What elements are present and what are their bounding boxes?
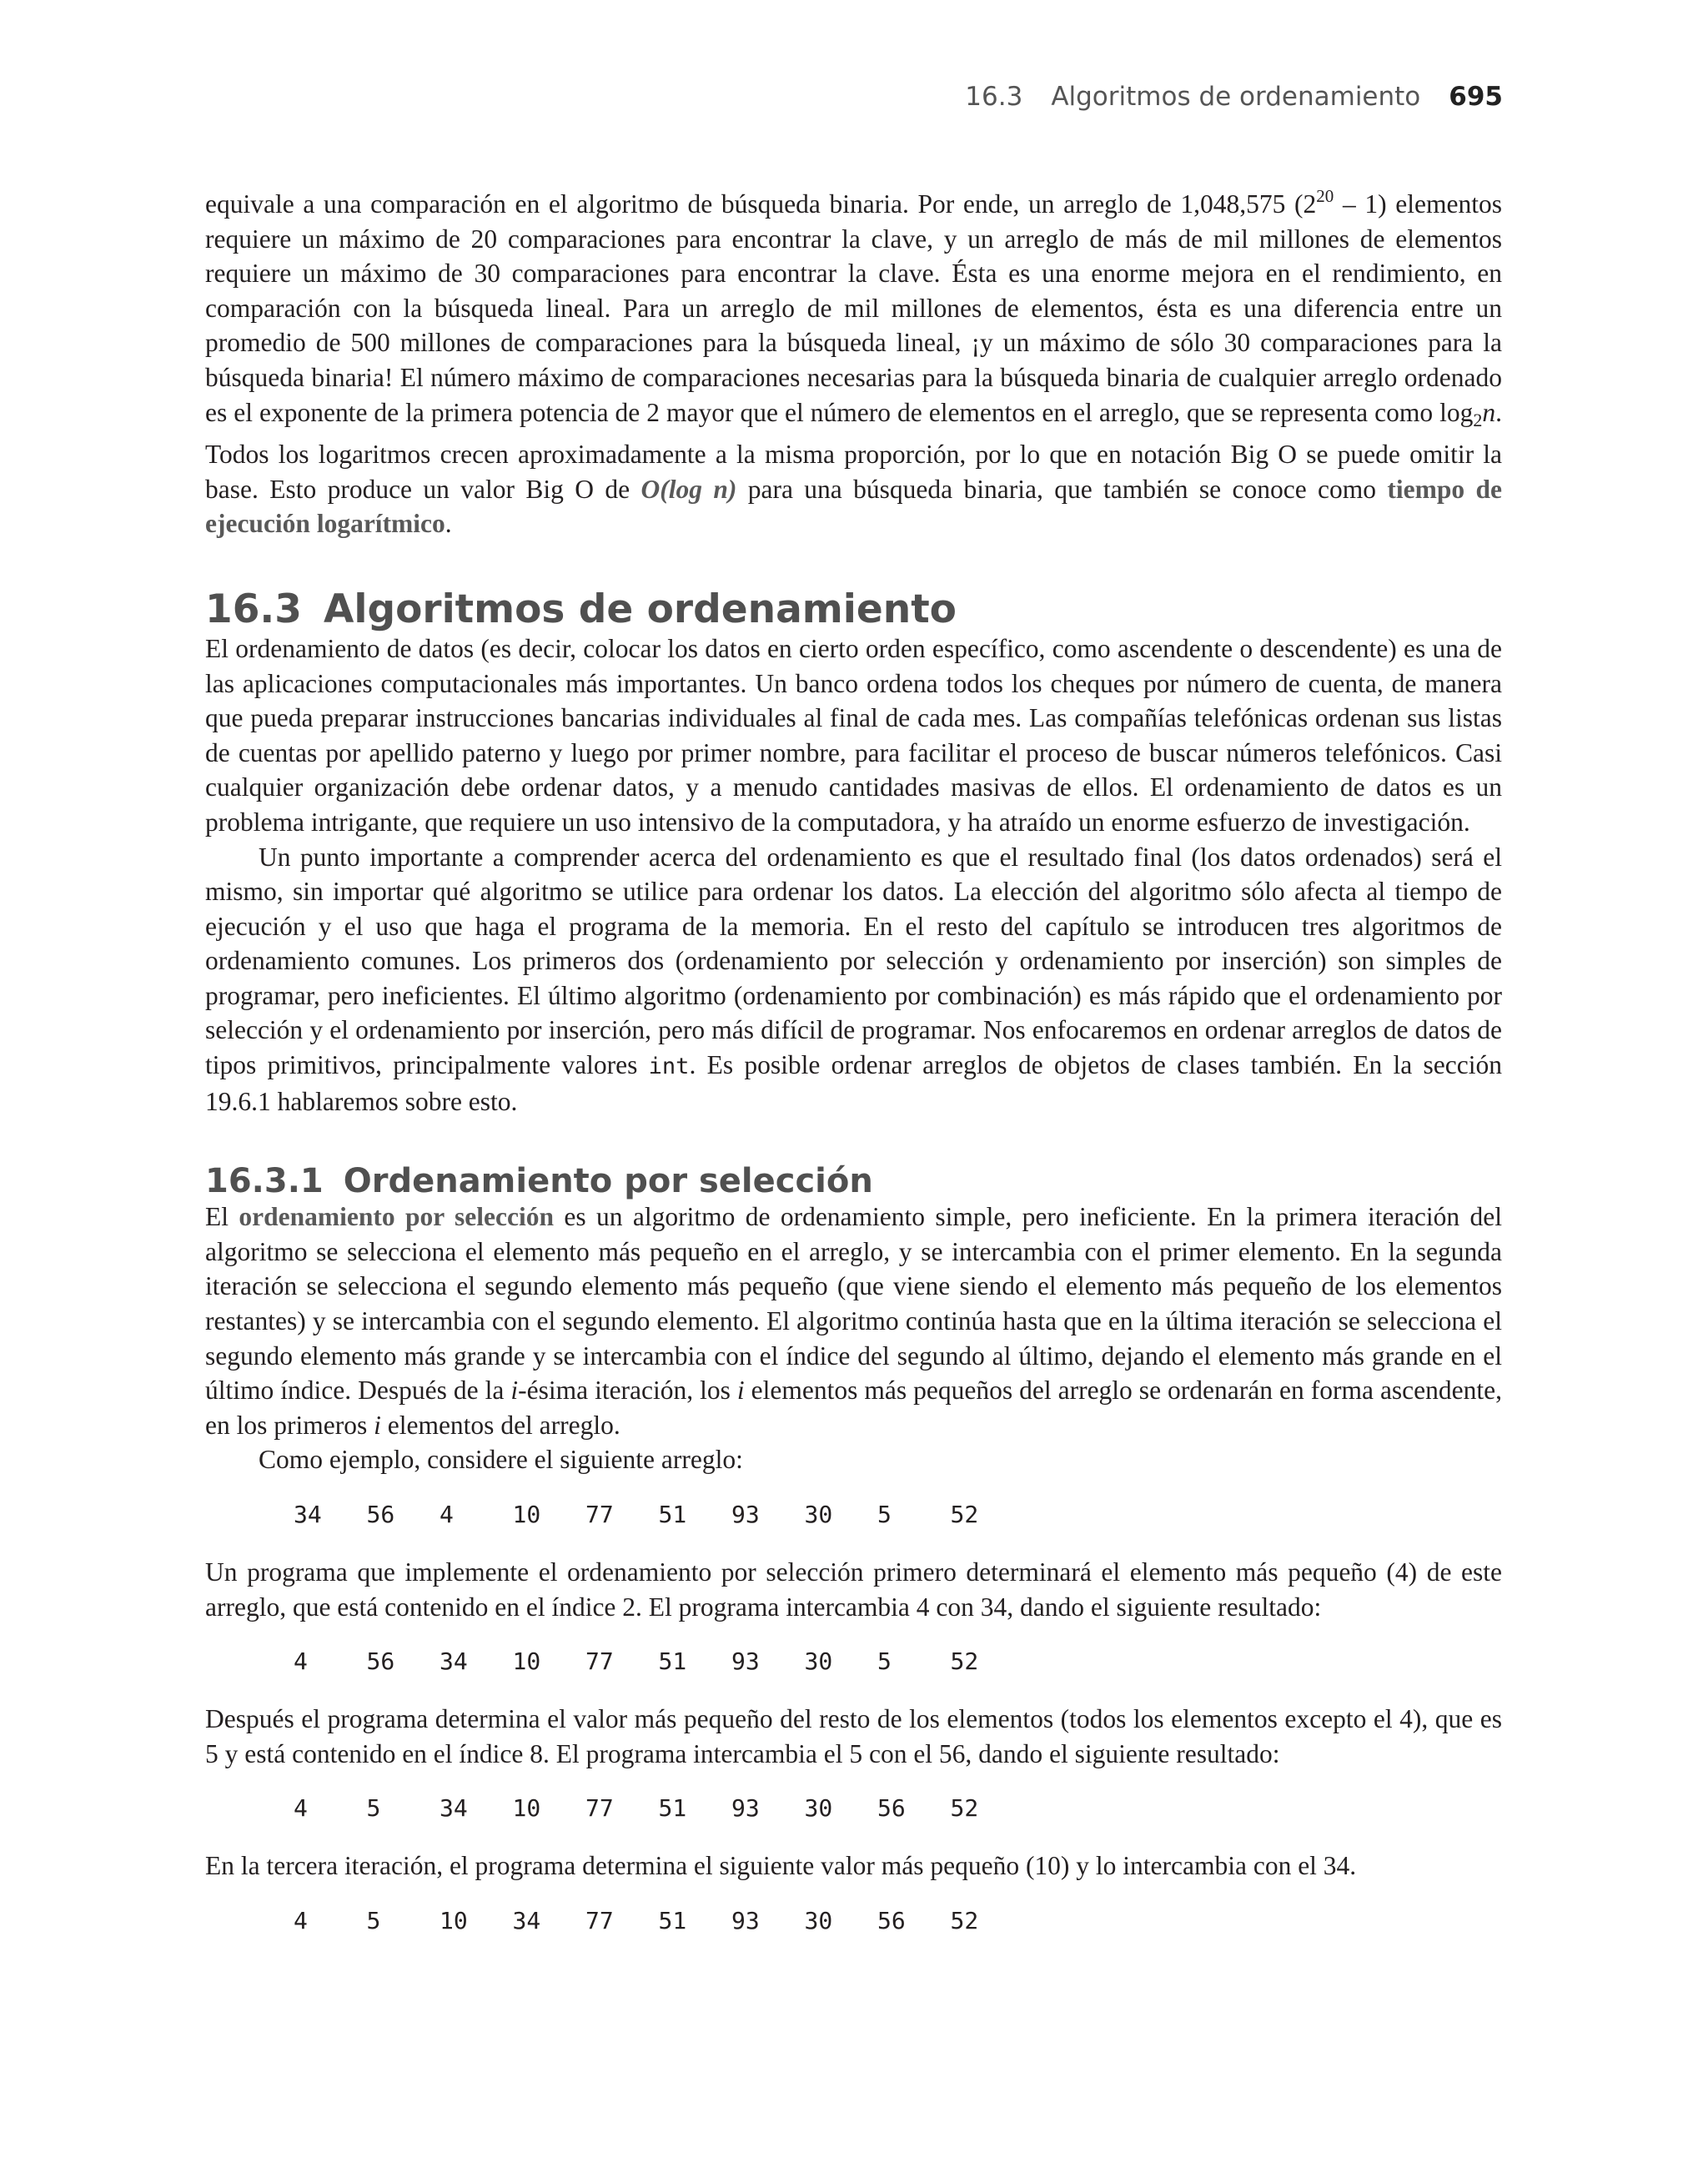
array-value: 51	[658, 1906, 687, 1934]
array-value: 93	[731, 1794, 760, 1823]
array-value: 56	[366, 1501, 395, 1528]
array-value: 4	[294, 1647, 308, 1676]
key-term-selection-sort: ordenamiento por selección	[239, 1202, 554, 1232]
array-value: 4	[440, 1501, 454, 1528]
array-value: 30	[804, 1794, 833, 1823]
array-value: 30	[804, 1906, 833, 1934]
subscript-2: 2	[1473, 409, 1483, 430]
page-number: 695	[1449, 82, 1503, 112]
intro-paragraph: equivale a una comparación en el algoritmo de búsqueda binaria. Por ende, un arreglo de 1,048,575 $(2^{20} - 1)$ elementos requiere un máximo de 20 comparaciones para encontrar la clave, y un arreglo de más de mil millones de elementos requiere un máximo de 30 comparaciones para encontrar la clave. Ésta es una enorme mejora en el rendimiento, en comparación con la búsqueda lineal. Para un arreglo de mil millones de elementos, ésta es una diferencia entre un promedio de 500 millones de comparaciones para la búsqueda lineal, ¡y un máximo de sólo 30 comparaciones para la búsqueda binaria! El número máximo de comparaciones necesarias para la búsqueda binaria de cualquier arreglo ordenado es el exponente de la primera potencia de 2 mayor que el número de elementos en el arreglo, que se representa como $\log_2n$. Todos los logaritmos crecen aproximadamente a la misma proporción, por lo que en notación Big O se puede omitir la base. Esto produce un valor Big O de O(log n) para una búsqueda binaria, que también se conoce como tiempo de ejecución logarítmico.	[205, 186, 1503, 539]
superscript-20: 20	[1316, 186, 1334, 206]
array-value: 30	[804, 1647, 833, 1676]
subsection-paragraph-3: Un programa que implemente el ordenamiento por selección primero determinará el elemento más pequeño (4) de este arreglo, que está contenido en el índice 2. El programa intercambia 4 con 34, dando el siguiente resultado:	[205, 1557, 1502, 1622]
array-value: 10	[512, 1501, 541, 1528]
array-value: 4	[294, 1906, 308, 1934]
array-value: 10	[512, 1647, 541, 1676]
array-example-2	[294, 1645, 1502, 1678]
subsection-number: 16.3.1	[205, 1162, 324, 1201]
array-value: 56	[877, 1794, 906, 1823]
array-value: 34	[294, 1501, 322, 1528]
array-example-4	[294, 1904, 1502, 1938]
array-value: 34	[440, 1647, 468, 1676]
subsection-paragraph-4: Después el programa determina el valor más pequeño del resto de los elementos (todos los elementos excepto el 4), que es 5 y está contenido en el índice 8. El programa intercambia el 5 con el 56, dando el siguiente resultado:	[205, 1704, 1502, 1768]
section-number: 16.3	[205, 586, 302, 632]
array-value: 34	[440, 1794, 468, 1823]
array-value: 77	[585, 1906, 614, 1934]
array-value: 51	[658, 1501, 687, 1528]
array-value: 56	[877, 1906, 906, 1934]
array-value: 4	[294, 1794, 308, 1823]
array-example-3	[294, 1792, 1502, 1825]
section-heading	[205, 588, 1502, 631]
running-head-section: 16.3	[965, 82, 1023, 112]
subsection-title: Ordenamiento por selección	[343, 1162, 873, 1201]
array-value: 5	[877, 1501, 892, 1528]
array-value: 52	[950, 1647, 979, 1676]
array-value: 5	[877, 1647, 892, 1676]
inline-code-int: int	[648, 1054, 690, 1080]
array-value: 77	[585, 1501, 614, 1528]
array-value: 93	[731, 1647, 760, 1676]
array-value: 56	[366, 1647, 395, 1676]
array-value: 10	[440, 1906, 468, 1934]
page-content	[205, 179, 1502, 1961]
array-value: 93	[731, 1501, 760, 1528]
array-value: 30	[804, 1501, 833, 1528]
array-value: 5	[366, 1794, 381, 1823]
subsection-heading	[205, 1163, 1502, 1200]
array-value: 34	[512, 1906, 541, 1934]
section-title: Algoritmos de ordenamiento	[323, 586, 957, 632]
subsection-paragraph-2: Como ejemplo, considere el siguiente arreglo:	[259, 1445, 743, 1475]
array-value: 77	[585, 1647, 614, 1676]
key-term-logarithmic: tiempo de ejecución logarítmico	[205, 474, 1503, 539]
array-value: 51	[658, 1794, 687, 1823]
array-value: 10	[512, 1794, 541, 1823]
running-head-title: Algoritmos de ordenamiento	[1051, 82, 1421, 112]
running-head	[965, 82, 1503, 112]
section-paragraph-1: El ordenamiento de datos (es decir, colocar los datos en cierto orden específico, como ascendente o descendente) es una de las aplicaciones computacionales más importantes. Un banco ordena todos los cheques por número de cuenta, de manera que pueda preparar instrucciones bancarias individuales al final de cada mes. Las compañías telefónicas ordenan sus listas de cuentas por apellido paterno y luego por primer nombre, para facilitar el proceso de buscar números telefónicos. Casi cualquier organización debe ordenar datos, y a menudo cantidades masivas de ellos. El ordenamiento de datos es un problema intrigante, que requiere un uso intensivo de la computadora, y ha atraído un enorme esfuerzo de investigación.	[205, 633, 1502, 837]
array-value: 77	[585, 1794, 614, 1823]
array-value: 5	[366, 1906, 381, 1934]
array-value: 52	[950, 1906, 979, 1934]
subsection-paragraph-5: En la tercera iteración, el programa determina el siguiente valor más pequeño (10) y lo intercambia con el 34.	[205, 1851, 1357, 1881]
array-value: 93	[731, 1906, 760, 1934]
subsection-paragraph-1: El ordenamiento por selección es un algoritmo de ordenamiento simple, pero ineficiente. En la primera iteración del algoritmo se selecciona el elemento más pequeño en el arreglo, y se intercambia con el primer elemento. En la segunda iteración se selecciona el segundo elemento más pequeño (que viene siendo el elemento más pequeño de los elementos restantes) y se intercambia con el segundo elemento. El algoritmo continúa hasta que en la última iteración se selecciona el segundo elemento más grande y se intercambia con el índice del segundo al último, dejando el elemento más grande en el último índice. Después de la i-ésima iteración, los i elementos más pequeños del arreglo se ordenarán en forma ascendente, en los primeros i elementos del arreglo.	[205, 1202, 1502, 1440]
section-paragraph-2: Un punto importante a comprender acerca del ordenamiento es que el resultado final (los datos ordenados) será el mismo, sin importar qué algoritmo se utilice para ordenar los datos. La elección del algoritmo sólo afecta al tiempo de ejecución y el uso que haga el programa de la memoria. En el resto del capítulo se introducen tres algoritmos de ordenamiento comunes. Los primeros dos (ordenamiento por selección y ordenamiento por inserción) son simples de programar, pero ineficientes. El último algoritmo (ordenamiento por combinación) es más rápido que el ordenamiento por selección y el ordenamiento por inserción, pero más difícil de programar. Nos enfocaremos en ordenar arreglos de datos de tipos primitivos, principalmente valores int. Es posible ordenar arreglos de objetos de clases también. En la sección 19.6.1 hablaremos sobre esto.	[205, 842, 1503, 1116]
array-value: 51	[658, 1647, 687, 1676]
big-o-notation: O(log n)	[640, 474, 737, 504]
array-value: 52	[950, 1501, 979, 1528]
array-example-1	[294, 1498, 1502, 1532]
array-value: 52	[950, 1794, 979, 1823]
